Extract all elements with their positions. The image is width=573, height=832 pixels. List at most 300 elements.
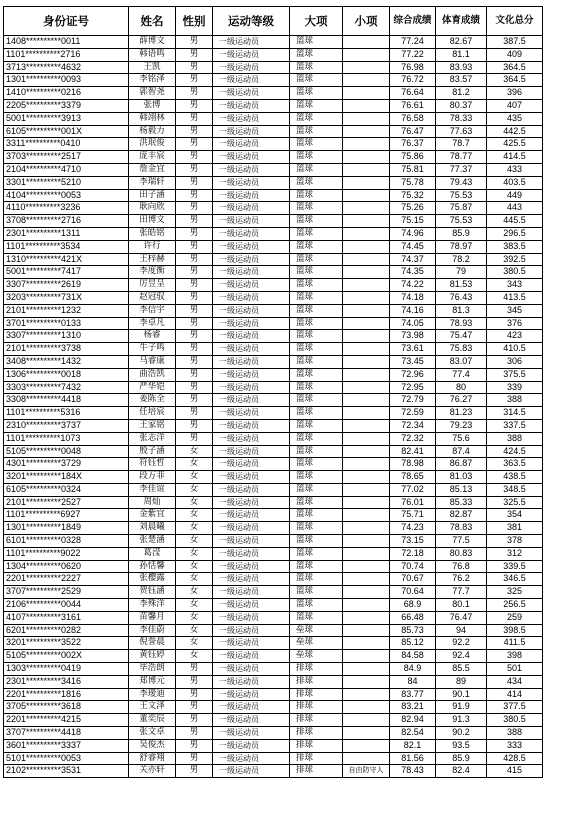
cell-sex: 男 (176, 125, 213, 138)
cell-sex: 男 (176, 253, 213, 266)
cell-culture-score: 380.5 (487, 714, 543, 727)
cell-sex: 男 (176, 74, 213, 87)
cell-major: 篮球 (290, 151, 343, 164)
cell-name: 李佳谊 (129, 483, 176, 496)
cell-major: 排球 (290, 675, 343, 688)
cell-id: 3408**********1432 (4, 355, 129, 368)
cell-culture-score: 428.5 (487, 752, 543, 765)
cell-id: 2101**********2527 (4, 496, 129, 509)
cell-comp-score: 85.12 (390, 637, 436, 650)
cell-id: 2201**********4215 (4, 714, 129, 727)
cell-major: 排球 (290, 701, 343, 714)
cell-id: 5101**********0053 (4, 752, 129, 765)
table-row (4, 48, 543, 61)
cell-culture-score: 434 (487, 675, 543, 688)
cell-minor (343, 176, 390, 189)
cell-minor (343, 291, 390, 304)
cell-major: 篮球 (290, 368, 343, 381)
cell-id: 2106**********0044 (4, 599, 129, 612)
cell-minor (343, 368, 390, 381)
cell-sex: 男 (176, 407, 213, 420)
cell-name: 严华铠 (129, 381, 176, 394)
cell-culture-score: 339.5 (487, 560, 543, 573)
cell-minor (343, 586, 390, 599)
cell-minor (343, 253, 390, 266)
cell-sex: 男 (176, 240, 213, 253)
cell-minor (343, 624, 390, 637)
cell-minor (343, 419, 390, 432)
cell-major: 排球 (290, 714, 343, 727)
cell-comp-score: 77.02 (390, 483, 436, 496)
cell-culture-score: 325 (487, 586, 543, 599)
table-row (4, 547, 543, 560)
table-row (4, 394, 543, 407)
cell-sex: 男 (176, 701, 213, 714)
cell-culture-score: 314.5 (487, 407, 543, 420)
cell-pe-score: 75.47 (436, 330, 487, 343)
cell-id: 2301**********3416 (4, 675, 129, 688)
cell-sex: 男 (176, 727, 213, 740)
cell-level: 一级运动员 (213, 599, 290, 612)
cell-id: 6101**********0328 (4, 535, 129, 548)
cell-minor (343, 36, 390, 49)
cell-culture-score: 414 (487, 688, 543, 701)
cell-pe-score: 87.4 (436, 445, 487, 458)
cell-id: 1101**********6927 (4, 509, 129, 522)
cell-id: 2310**********3737 (4, 419, 129, 432)
cell-sex: 男 (176, 752, 213, 765)
cell-culture-score: 354 (487, 509, 543, 522)
cell-id: 2101**********3738 (4, 343, 129, 356)
cell-name: 郑博元 (129, 675, 176, 688)
cell-comp-score: 75.15 (390, 215, 436, 228)
cell-major: 篮球 (290, 74, 343, 87)
cell-level: 一级运动员 (213, 227, 290, 240)
cell-level: 一级运动员 (213, 138, 290, 151)
cell-major: 篮球 (290, 112, 343, 125)
cell-level: 一级运动员 (213, 701, 290, 714)
cell-sex: 男 (176, 215, 213, 228)
cell-level: 一级运动员 (213, 663, 290, 676)
cell-comp-score: 76.61 (390, 99, 436, 112)
cell-major: 篮球 (290, 586, 343, 599)
cell-comp-score: 66.48 (390, 611, 436, 624)
cell-name: 符钰哲 (129, 458, 176, 471)
cell-pe-score: 81.53 (436, 279, 487, 292)
cell-pe-score: 78.2 (436, 253, 487, 266)
cell-major: 篮球 (290, 560, 343, 573)
cell-sex: 男 (176, 330, 213, 343)
cell-sex: 男 (176, 663, 213, 676)
table-row (4, 381, 543, 394)
cell-name: 曲浩凯 (129, 368, 176, 381)
cell-level: 一级运动员 (213, 637, 290, 650)
cell-minor (343, 637, 390, 650)
cell-level: 一级运动员 (213, 240, 290, 253)
cell-id: 1101**********1073 (4, 432, 129, 445)
table-row (4, 138, 543, 151)
cell-culture-score: 381 (487, 522, 543, 535)
cell-name: 倪誉晨 (129, 637, 176, 650)
table-row (4, 407, 543, 420)
cell-id: 3703**********2517 (4, 151, 129, 164)
cell-id: 4104**********0053 (4, 189, 129, 202)
cell-minor (343, 99, 390, 112)
cell-comp-score: 83.77 (390, 688, 436, 701)
cell-major: 篮球 (290, 547, 343, 560)
cell-id: 4110**********3236 (4, 202, 129, 215)
table-row (4, 227, 543, 240)
cell-level: 一级运动员 (213, 586, 290, 599)
table-row (4, 765, 543, 778)
cell-name: 李瑷迪 (129, 688, 176, 701)
cell-id: 3713**********4632 (4, 61, 129, 74)
cell-culture-score: 411.5 (487, 637, 543, 650)
cell-id: 2205**********3379 (4, 99, 129, 112)
cell-pe-score: 82.67 (436, 36, 487, 49)
cell-minor (343, 432, 390, 445)
cell-sex: 男 (176, 317, 213, 330)
cell-level: 一级运动员 (213, 535, 290, 548)
cell-name: 詹金宜 (129, 163, 176, 176)
cell-comp-score: 76.64 (390, 87, 436, 100)
cell-name: 段万菲 (129, 471, 176, 484)
cell-minor (343, 739, 390, 752)
cell-level: 一级运动员 (213, 471, 290, 484)
table-row (4, 240, 543, 253)
cell-culture-score: 312 (487, 547, 543, 560)
cell-major: 篮球 (290, 317, 343, 330)
cell-comp-score: 74.37 (390, 253, 436, 266)
header-level: 运动等级 (213, 7, 290, 36)
cell-id: 1301**********1849 (4, 522, 129, 535)
cell-minor (343, 74, 390, 87)
cell-id: 6105**********0324 (4, 483, 129, 496)
cell-pe-score: 91.9 (436, 701, 487, 714)
cell-comp-score: 76.72 (390, 74, 436, 87)
cell-minor (343, 317, 390, 330)
table-row (4, 535, 543, 548)
cell-id: 3707**********4418 (4, 727, 129, 740)
cell-name: 王文泽 (129, 701, 176, 714)
table-row (4, 701, 543, 714)
table-row (4, 432, 543, 445)
table-row (4, 74, 543, 87)
cell-major: 篮球 (290, 445, 343, 458)
cell-sex: 男 (176, 432, 213, 445)
cell-level: 一级运动员 (213, 752, 290, 765)
cell-level: 一级运动员 (213, 560, 290, 573)
cell-level: 一级运动员 (213, 394, 290, 407)
cell-level: 一级运动员 (213, 381, 290, 394)
cell-sex: 男 (176, 189, 213, 202)
cell-name: 牛子鸣 (129, 343, 176, 356)
cell-id: 3705**********3618 (4, 701, 129, 714)
cell-pe-score: 85.33 (436, 496, 487, 509)
cell-level: 一级运动员 (213, 253, 290, 266)
cell-major: 排球 (290, 765, 343, 778)
cell-comp-score: 74.05 (390, 317, 436, 330)
cell-name: 舒睿翔 (129, 752, 176, 765)
cell-id: 3201**********3522 (4, 637, 129, 650)
cell-id: 1303**********0419 (4, 663, 129, 676)
cell-minor (343, 509, 390, 522)
cell-culture-score: 256.5 (487, 599, 543, 612)
cell-culture-score: 410.5 (487, 343, 543, 356)
cell-pe-score: 76.27 (436, 394, 487, 407)
cell-sex: 男 (176, 304, 213, 317)
cell-comp-score: 72.96 (390, 368, 436, 381)
cell-minor (343, 573, 390, 586)
cell-culture-score: 449 (487, 189, 543, 202)
cell-id: 3708**********2716 (4, 215, 129, 228)
cell-major: 篮球 (290, 355, 343, 368)
cell-pe-score: 82.4 (436, 765, 487, 778)
cell-culture-score: 383.5 (487, 240, 543, 253)
cell-minor (343, 522, 390, 535)
cell-major: 排球 (290, 752, 343, 765)
cell-minor (343, 727, 390, 740)
cell-name: 杨睿 (129, 330, 176, 343)
cell-sex: 男 (176, 739, 213, 752)
cell-level: 一级运动员 (213, 458, 290, 471)
cell-pe-score: 79.23 (436, 419, 487, 432)
cell-id: 1301**********0093 (4, 74, 129, 87)
cell-comp-score: 75.81 (390, 163, 436, 176)
cell-id: 3701**********0133 (4, 317, 129, 330)
table-row (4, 727, 543, 740)
table-row (4, 675, 543, 688)
cell-sex: 女 (176, 573, 213, 586)
cell-pe-score: 85.13 (436, 483, 487, 496)
cell-comp-score: 70.74 (390, 560, 436, 573)
cell-level: 一级运动员 (213, 714, 290, 727)
cell-comp-score: 70.64 (390, 586, 436, 599)
cell-major: 篮球 (290, 573, 343, 586)
cell-major: 篮球 (290, 189, 343, 202)
header-cul: 文化总分 (487, 7, 543, 36)
cell-sex: 女 (176, 650, 213, 663)
cell-culture-score: 414.5 (487, 151, 543, 164)
cell-level: 一级运动员 (213, 496, 290, 509)
cell-minor (343, 407, 390, 420)
cell-pe-score: 79.43 (436, 176, 487, 189)
cell-pe-score: 75.87 (436, 202, 487, 215)
cell-name: 周灿 (129, 496, 176, 509)
cell-name: 杨毅力 (129, 125, 176, 138)
cell-comp-score: 75.78 (390, 176, 436, 189)
header-comp: 综合成绩 (390, 7, 436, 36)
cell-pe-score: 81.03 (436, 471, 487, 484)
cell-sex: 男 (176, 291, 213, 304)
cell-sex: 男 (176, 368, 213, 381)
cell-sex: 女 (176, 547, 213, 560)
cell-sex: 女 (176, 496, 213, 509)
cell-culture-score: 364.5 (487, 61, 543, 74)
table-row (4, 483, 543, 496)
cell-pe-score: 78.7 (436, 138, 487, 151)
cell-comp-score: 78.98 (390, 458, 436, 471)
admission-score-table (3, 6, 543, 778)
cell-minor (343, 112, 390, 125)
cell-level: 一级运动员 (213, 36, 290, 49)
cell-culture-score: 380.5 (487, 266, 543, 279)
cell-minor (343, 599, 390, 612)
cell-pe-score: 77.4 (436, 368, 487, 381)
table-row (4, 355, 543, 368)
cell-sex: 男 (176, 87, 213, 100)
cell-minor (343, 189, 390, 202)
cell-pe-score: 78.93 (436, 317, 487, 330)
table-row (4, 291, 543, 304)
cell-pe-score: 89 (436, 675, 487, 688)
table-row (4, 266, 543, 279)
cell-comp-score: 85.73 (390, 624, 436, 637)
cell-major: 篮球 (290, 611, 343, 624)
cell-pe-score: 75.53 (436, 189, 487, 202)
cell-major: 篮球 (290, 48, 343, 61)
table-row (4, 151, 543, 164)
cell-comp-score: 74.96 (390, 227, 436, 240)
cell-pe-score: 83.57 (436, 74, 487, 87)
cell-name: 赵冠驭 (129, 291, 176, 304)
table-row (4, 739, 543, 752)
cell-major: 排球 (290, 663, 343, 676)
cell-name: 庞丰宸 (129, 151, 176, 164)
cell-comp-score: 76.01 (390, 496, 436, 509)
cell-minor (343, 163, 390, 176)
cell-level: 一级运动员 (213, 650, 290, 663)
cell-major: 篮球 (290, 483, 343, 496)
table-row (4, 509, 543, 522)
cell-major: 篮球 (290, 458, 343, 471)
cell-sex: 男 (176, 202, 213, 215)
cell-major: 垒球 (290, 650, 343, 663)
cell-minor (343, 381, 390, 394)
cell-name: 田博文 (129, 215, 176, 228)
cell-level: 一级运动员 (213, 304, 290, 317)
cell-sex: 女 (176, 458, 213, 471)
cell-minor (343, 394, 390, 407)
cell-pe-score: 79 (436, 266, 487, 279)
cell-id: 3307**********1310 (4, 330, 129, 343)
cell-level: 一级运动员 (213, 765, 290, 778)
cell-culture-score: 415 (487, 765, 543, 778)
cell-sex: 女 (176, 483, 213, 496)
cell-pe-score: 75.83 (436, 343, 487, 356)
cell-pe-score: 76.2 (436, 573, 487, 586)
cell-culture-score: 407 (487, 99, 543, 112)
cell-level: 一级运动员 (213, 368, 290, 381)
cell-culture-score: 409 (487, 48, 543, 61)
cell-pe-score: 78.33 (436, 112, 487, 125)
cell-minor (343, 125, 390, 138)
cell-comp-score: 72.95 (390, 381, 436, 394)
cell-pe-score: 85.9 (436, 752, 487, 765)
cell-comp-score: 70.67 (390, 573, 436, 586)
table-row (4, 330, 543, 343)
cell-pe-score: 86.87 (436, 458, 487, 471)
table-row (4, 304, 543, 317)
table-row (4, 445, 543, 458)
cell-level: 一级运动员 (213, 573, 290, 586)
table-row (4, 714, 543, 727)
cell-culture-score: 259 (487, 611, 543, 624)
cell-minor (343, 138, 390, 151)
cell-major: 垒球 (290, 624, 343, 637)
cell-culture-score: 296.5 (487, 227, 543, 240)
cell-id: 4107**********3161 (4, 611, 129, 624)
cell-minor (343, 535, 390, 548)
cell-culture-score: 339 (487, 381, 543, 394)
cell-name: 苗馨月 (129, 611, 176, 624)
cell-id: 3201**********184X (4, 471, 129, 484)
cell-major: 排球 (290, 688, 343, 701)
cell-level: 一级运动员 (213, 483, 290, 496)
cell-major: 篮球 (290, 522, 343, 535)
cell-pe-score: 90.2 (436, 727, 487, 740)
cell-pe-score: 81.23 (436, 407, 487, 420)
cell-comp-score: 74.35 (390, 266, 436, 279)
cell-name: 李佳蔚 (129, 624, 176, 637)
cell-culture-score: 442.5 (487, 125, 543, 138)
cell-name: 张志洋 (129, 432, 176, 445)
cell-level: 一级运动员 (213, 74, 290, 87)
table-row (4, 496, 543, 509)
cell-id: 5105**********002X (4, 650, 129, 663)
cell-major: 篮球 (290, 253, 343, 266)
cell-sex: 男 (176, 266, 213, 279)
cell-culture-score: 306 (487, 355, 543, 368)
cell-culture-score: 378 (487, 535, 543, 548)
cell-minor (343, 547, 390, 560)
cell-name: 李殊洋 (129, 599, 176, 612)
cell-level: 一级运动员 (213, 61, 290, 74)
cell-pe-score: 93.5 (436, 739, 487, 752)
cell-level: 一级运动员 (213, 215, 290, 228)
cell-name: 李卓凡 (129, 317, 176, 330)
cell-comp-score: 75.26 (390, 202, 436, 215)
cell-culture-score: 387.5 (487, 36, 543, 49)
cell-name: 王凯 (129, 61, 176, 74)
cell-level: 一级运动员 (213, 176, 290, 189)
cell-sex: 男 (176, 176, 213, 189)
cell-major: 篮球 (290, 266, 343, 279)
cell-comp-score: 76.58 (390, 112, 436, 125)
cell-comp-score: 84.58 (390, 650, 436, 663)
cell-pe-score: 77.5 (436, 535, 487, 548)
table-row (4, 215, 543, 228)
cell-major: 篮球 (290, 36, 343, 49)
cell-major: 篮球 (290, 291, 343, 304)
cell-culture-score: 433 (487, 163, 543, 176)
cell-name: 毕浩朗 (129, 663, 176, 676)
cell-level: 一级运动员 (213, 125, 290, 138)
cell-id: 1101**********3534 (4, 240, 129, 253)
cell-comp-score: 76.37 (390, 138, 436, 151)
cell-culture-score: 413.5 (487, 291, 543, 304)
cell-level: 一级运动员 (213, 87, 290, 100)
cell-comp-score: 74.23 (390, 522, 436, 535)
table-row (4, 343, 543, 356)
cell-minor (343, 496, 390, 509)
cell-level: 一级运动员 (213, 727, 290, 740)
cell-comp-score: 75.86 (390, 151, 436, 164)
cell-level: 一级运动员 (213, 407, 290, 420)
cell-culture-score: 388 (487, 432, 543, 445)
cell-sex: 女 (176, 445, 213, 458)
cell-pe-score: 83.93 (436, 61, 487, 74)
